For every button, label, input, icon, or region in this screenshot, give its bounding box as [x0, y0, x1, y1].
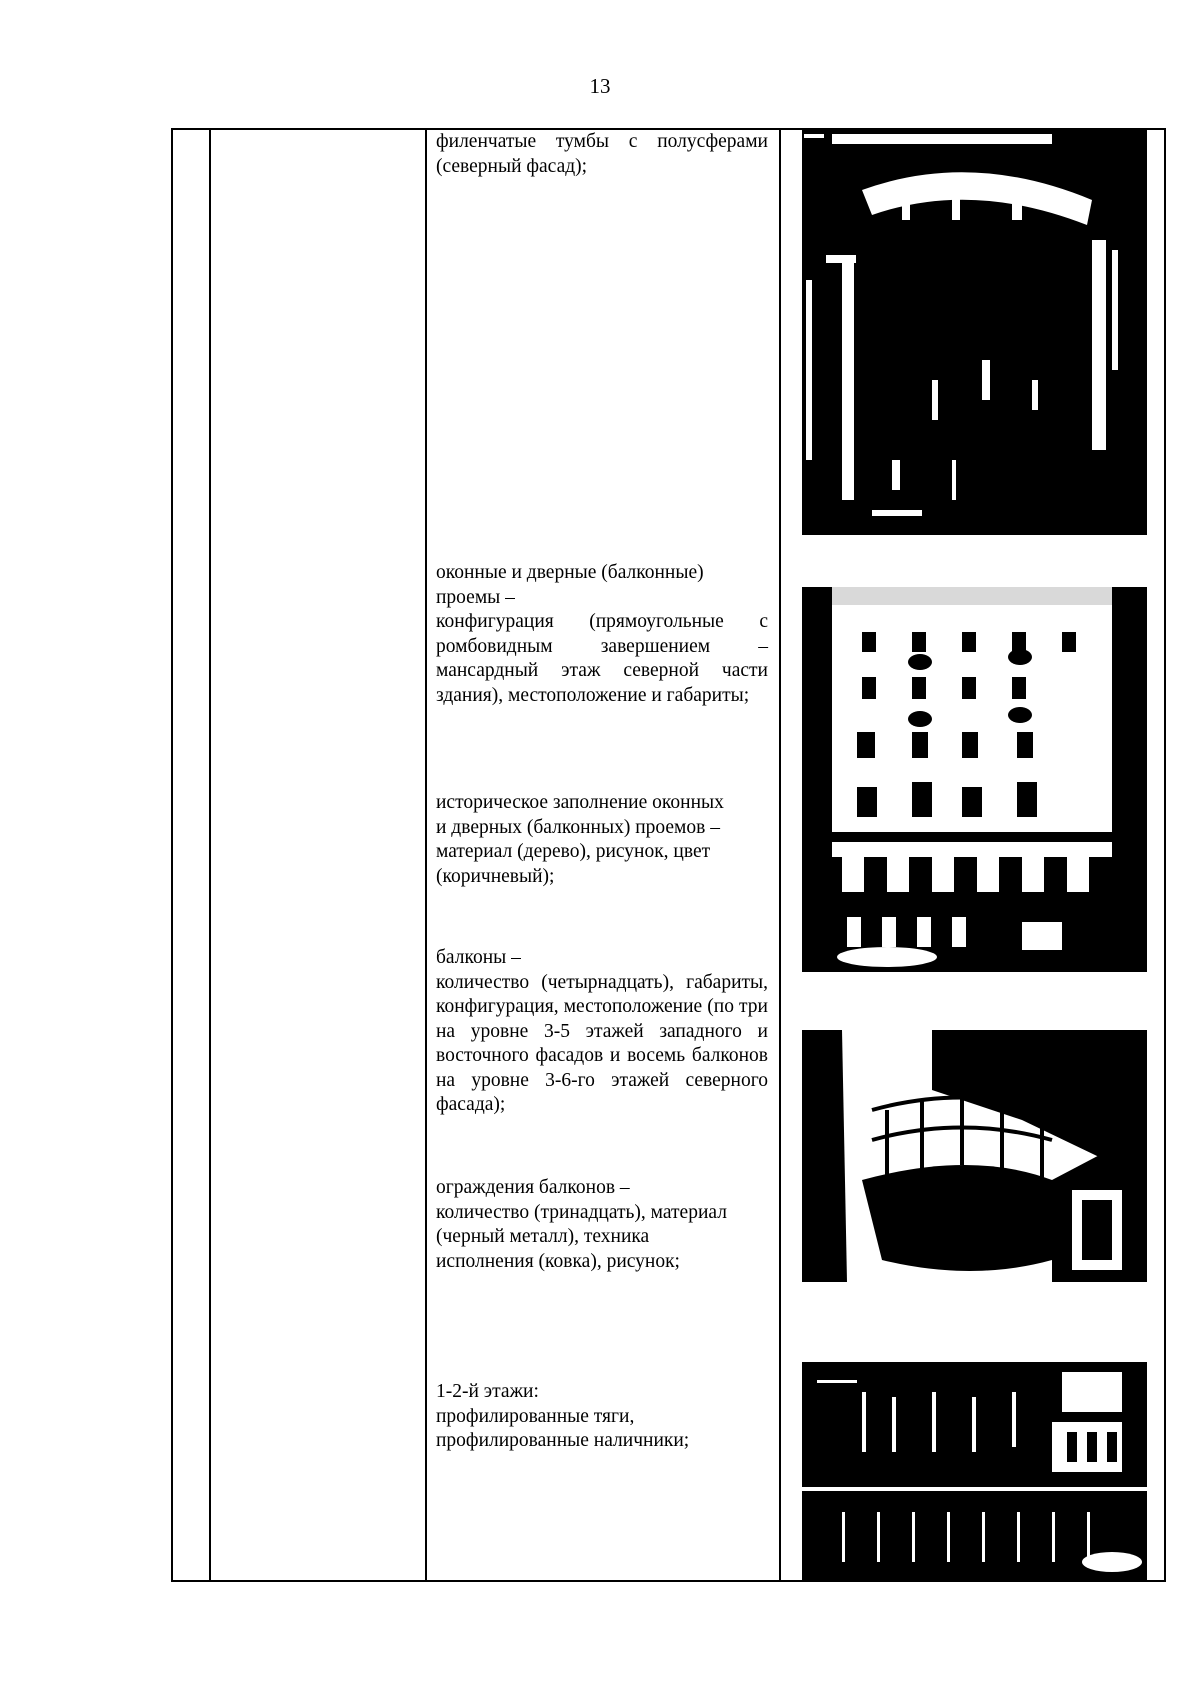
text-line: (черный металл), техника — [436, 1226, 650, 1247]
page-number: 13 — [589, 74, 611, 98]
text-paragraph: количество (четырнадцать), габариты, конфигурация, местоположение (по три на уровне 3-5 этажей западного и восточного фасадов и восемь балконов на уровне 3-6-го этажей северного фасада); — [436, 971, 768, 1115]
table-divider-3 — [779, 128, 781, 1582]
text-floors-1-2 — [436, 1380, 768, 1454]
table-border-right — [1164, 128, 1166, 1582]
text-line: (северный фасад); — [436, 155, 588, 177]
text-pedestals — [436, 130, 768, 179]
text-window-filling — [436, 791, 768, 889]
text-line: ограждения балконов – — [436, 1177, 630, 1198]
text-line: профилированные тяги, — [436, 1405, 635, 1427]
text-line: материал (дерево), рисунок, цвет — [436, 841, 711, 862]
text-line: (коричневый); — [436, 865, 555, 887]
photo-balcony — [802, 1030, 1147, 1282]
text-line: историческое заполнение оконных — [436, 792, 724, 813]
photo-lower-floors — [802, 1362, 1147, 1580]
photo-facade-windows — [802, 587, 1147, 972]
text-line: 1-2-й этажи: — [436, 1381, 539, 1402]
text-line: филенчатые тумбы с полусферами — [436, 131, 768, 152]
text-line: проемы – — [436, 586, 515, 608]
text-line: балконы – — [436, 947, 521, 968]
text-line: количество (тринадцать), материал — [436, 1201, 727, 1223]
text-line: оконные и дверные (балконные) — [436, 562, 704, 583]
table-divider-1 — [209, 128, 211, 1582]
text-line: исполнения (ковка), рисунок; — [436, 1250, 680, 1272]
table-border-left — [171, 128, 173, 1582]
text-openings — [436, 561, 768, 708]
photo-pedestals — [802, 130, 1147, 535]
text-line: профилированные наличники; — [436, 1430, 690, 1451]
text-balconies — [436, 946, 768, 1118]
text-line: и дверных (балконных) проемов – — [436, 816, 720, 838]
text-paragraph: конфигурация (прямоугольные с ромбовидным завершением – мансардный этаж северной части здания), местоположение и габариты; — [436, 611, 768, 706]
text-balcony-railings — [436, 1176, 768, 1274]
table-divider-2 — [425, 128, 427, 1582]
